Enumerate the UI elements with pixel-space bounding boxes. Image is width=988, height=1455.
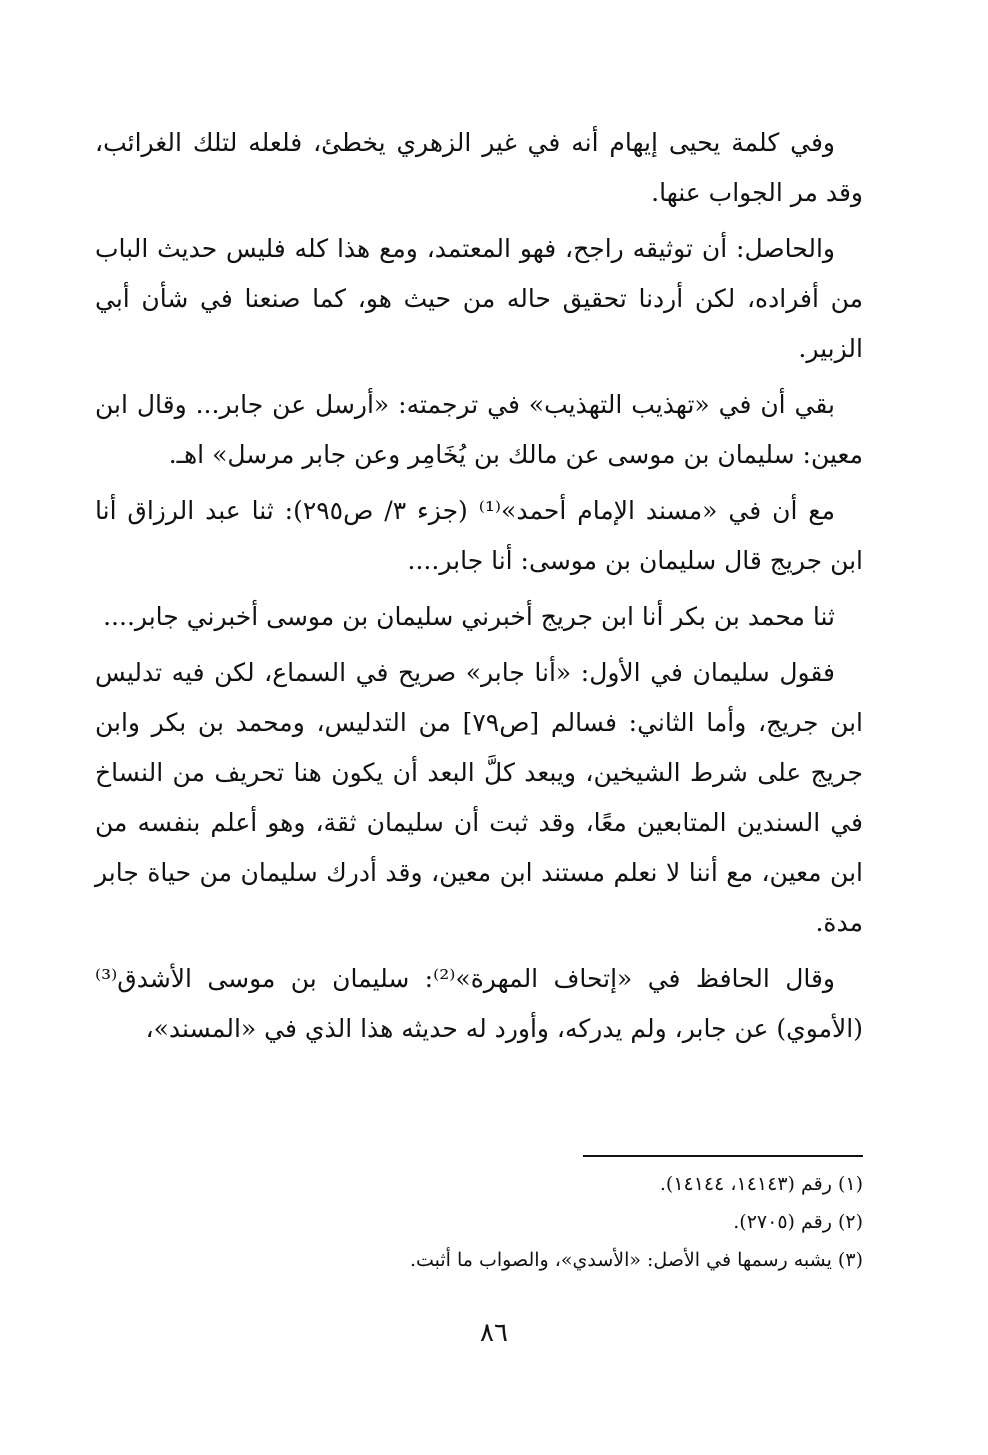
paragraph: ثنا محمد بن بكر أنا ابن جريج أخبرني سليمان بن موسى أخبرني جابر.... [103,602,835,631]
footnote: (٢) رقم (٢٧٠٥). [733,1211,863,1233]
footnote-separator [583,1155,863,1157]
footnote: (١) رقم (١٤١٤٣، ١٤١٤٤). [659,1173,863,1195]
page-body [95,118,863,1060]
paragraph: مع أن في «مسند الإمام أحمد»⁽¹⁾ (جزء ٣/ ص٢٩٥): ثنا عبد الرزاق أنا ابن جريج قال سليمان بن موسى: أنا جابر.... [95,496,863,575]
paragraph: وفي كلمة يحيى إيهام أنه في غير الزهري يخطئ، فلعله لتلك الغرائب، وقد مر الجواب عنها. [95,128,863,207]
footnotes [243,1165,863,1279]
paragraph: فقول سليمان في الأول: «أنا جابر» صريح في السماع، لكن فيه تدليس ابن جريج، وأما الثاني: فسالم [ص٧٩] من التدليس، ومحمد بن بكر وابن جريج على شرط الشيخين، ويبعد كلَّ البعد أن يكون هنا تحريف من النساخ في السندين المتابعين معًا، وقد ثبت أن سليمان ثقة، وهو أعلم بنفسه من ابن معين، مع أننا لا نعلم مستند ابن معين، وقد أدرك سليمان من حياة جابر مدة. [95,658,864,937]
page-number: ٨٦ [480,1318,508,1348]
footnote: (٣) يشبه رسمها في الأصل: «الأسدي»، والصواب ما أثبت. [409,1249,863,1271]
paragraph: بقي أن في «تهذيب التهذيب» في ترجمته: «أرسل عن جابر... وقال ابن معين: سليمان بن موسى عن مالك بن يُخَامِر وعن جابر مرسل» اهـ. [95,390,863,469]
paragraph: والحاصل: أن توثيقه راجح، فهو المعتمد، ومع هذا كله فليس حديث الباب من أفراده، لكن أردنا تحقيق حاله من حيث هو، كما صنعنا في شأن أبي الزبير. [95,234,863,363]
paragraph: وقال الحافظ في «إتحاف المهرة»⁽²⁾: سليمان بن موسى الأشدق⁽³⁾ (الأموي) عن جابر، ولم يدركه، وأورد له حديثه هذا الذي في «المسند»، [95,964,863,1043]
